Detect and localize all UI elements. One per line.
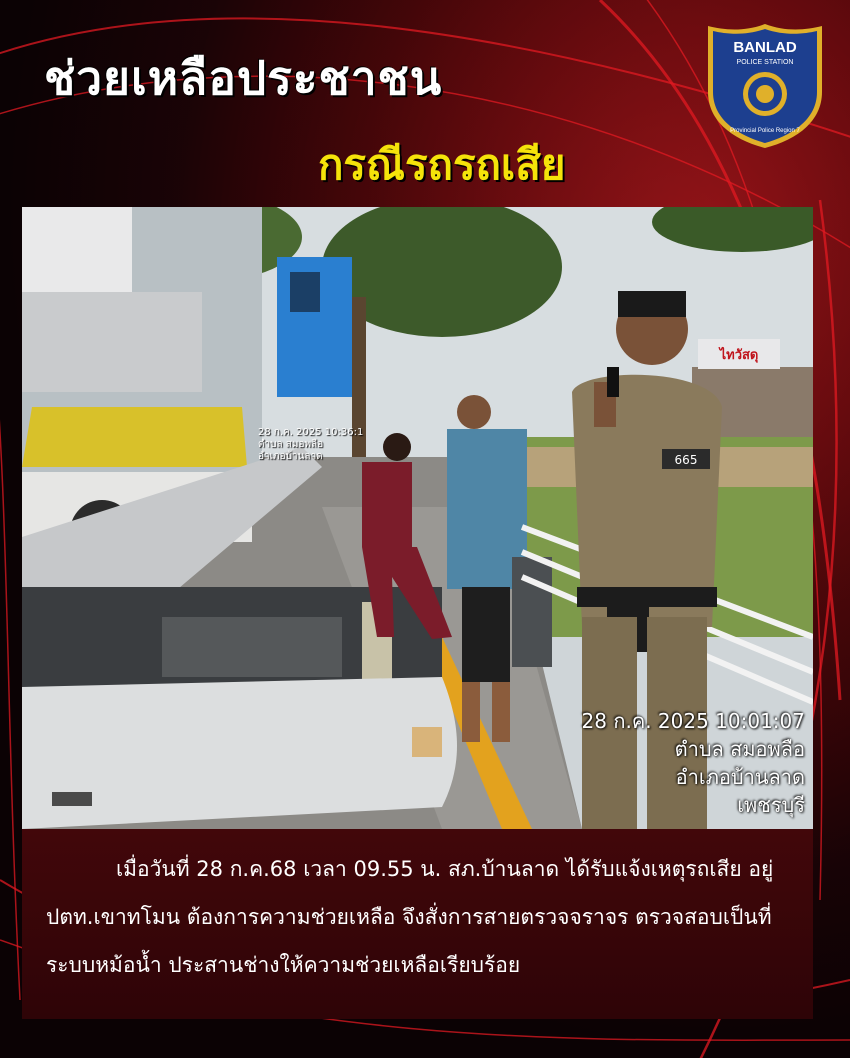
- location-line-3: เพชรบุรี: [737, 793, 805, 817]
- store-sign: ไทวัสดุ: [719, 348, 759, 363]
- inset-location-2: อำเภอบ้านลาด: [258, 451, 323, 462]
- page-subtitle: กรณีรถรถเสีย: [318, 140, 566, 189]
- location-line-1: ตำบล สมอพลือ: [674, 737, 805, 761]
- page-title: ช่วยเหลือประชาชน: [44, 51, 443, 105]
- inset-location-1: ตำบล สมอพลือ: [258, 439, 324, 450]
- inset-timestamp: [258, 427, 363, 463]
- location-line-2: อำเภอบ้านลาด: [675, 765, 805, 789]
- photo-timestamp: [582, 707, 805, 819]
- timestamp-text: 28 ก.ค. 2025 10:01:07: [581, 709, 805, 733]
- inset-timestamp-text: 28 ก.ค. 2025 10:36:1: [258, 427, 364, 438]
- caption-text: เมื่อวันที่ 28 ก.ค.68 เวลา 09.55 น. สภ.บ้านลาด ได้รับแจ้งเหตุรถเสีย อยู่ ปตท.เขาทโมน ต้องการความช่วยเหลือ จึงสั่งการสายตรวจจราจร ตรวจสอบเป็นที่ระบบหม้อน้ำ ประสานช่างให้ความช่วยเหลือเรียบร้อย: [46, 857, 774, 977]
- officer-badge-number: 665: [674, 453, 698, 467]
- caption-paragraph: [22, 829, 813, 989]
- svg-text:BANLAD: BANLAD: [733, 39, 797, 56]
- svg-text:Provincial Police Region 7: Provincial Police Region 7: [730, 128, 800, 134]
- caption-box: [22, 829, 813, 1019]
- svg-text:POLICE STATION: POLICE STATION: [736, 59, 794, 66]
- police-badge-logo: [706, 22, 824, 150]
- incident-photo: [22, 207, 813, 829]
